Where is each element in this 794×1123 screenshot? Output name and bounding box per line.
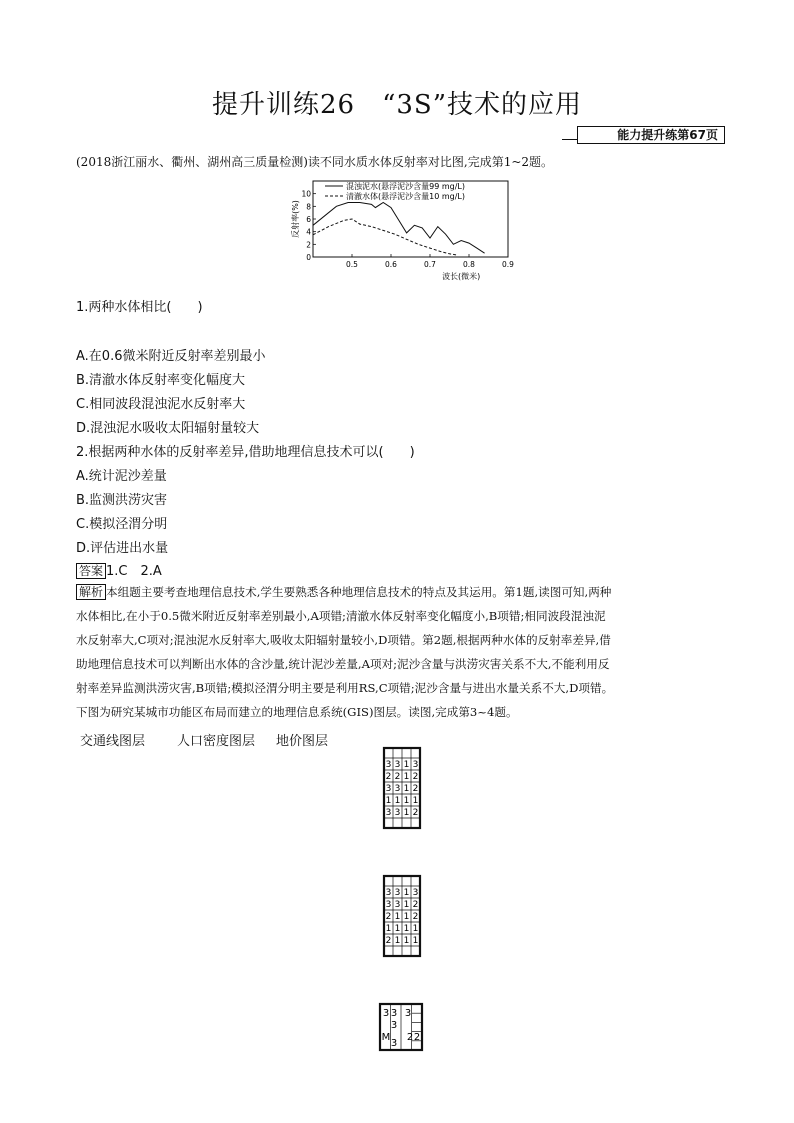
grid-cell-value: 2 xyxy=(412,784,419,794)
grid-cell-value: 1 xyxy=(412,796,419,806)
population-layer-grid xyxy=(382,874,422,958)
grid-cell-value: 3 xyxy=(394,900,401,910)
answer-label: 答案 xyxy=(76,563,106,579)
grid-cell-value: 2 xyxy=(412,808,419,818)
series-line-turbid xyxy=(313,203,485,254)
x-tick-label: 0.6 xyxy=(385,260,397,269)
grid-cell-value: 1 xyxy=(412,936,419,946)
grid-cell-value: 3 xyxy=(385,784,392,794)
x-tick-label: 0.5 xyxy=(346,260,358,269)
grid-cell-value: 1 xyxy=(403,796,410,806)
series-line-clear xyxy=(313,219,457,255)
analysis-line-4: 助地理信息技术可以判断出水体的含沙量,统计泥沙差量,A项对;泥沙含量与洪涝灾害关系不大,不能利用反 xyxy=(76,657,610,671)
analysis-block xyxy=(76,580,724,724)
grid-cell-value: 1 xyxy=(412,924,419,934)
grid-cell-value: 3 xyxy=(385,760,392,770)
analysis-line-5: 射率差异监测洪涝灾害,B项错;模拟泾渭分明主要是利用RS,C项错;泥沙含量与进出水量关系不大,D项错。 xyxy=(76,681,614,695)
question-2-stem: 2.根据两种水体的反射率差异,借助地理信息技术可以( ) xyxy=(76,445,415,460)
legend-label: 混浊泥水(悬浮泥沙含量99 mg/L) xyxy=(346,182,465,191)
q1-option-d: D.混浊泥水吸收太阳辐射量较大 xyxy=(76,421,260,436)
grid-cell-value: 1 xyxy=(403,760,410,770)
grid-cell-value: 2 xyxy=(412,772,419,782)
grid-cell-value: 2 xyxy=(385,912,392,922)
grid-cell-value: 1 xyxy=(403,784,410,794)
y-tick-label: 8 xyxy=(306,202,311,212)
y-tick-label: 2 xyxy=(306,240,311,250)
tag-underline xyxy=(562,139,578,140)
grid-cell-value: 2 xyxy=(385,772,392,782)
grid-cell-value: 2 xyxy=(406,1032,414,1043)
grid-cell-value: 3 xyxy=(390,1038,398,1049)
grid-cell-value: 3 xyxy=(412,760,419,770)
landprice-layer-grid xyxy=(378,1002,426,1054)
grid-cell-value: 1 xyxy=(394,796,401,806)
y-tick-label: 4 xyxy=(306,227,311,237)
y-axis-label: 反射率(%) xyxy=(291,200,300,238)
grid-cell-value: 1 xyxy=(394,924,401,934)
intro-text-1: (2018浙江丽水、衢州、湖州高三质量检测)读不同水质水体反射率对比图,完成第1~2题。 xyxy=(76,155,554,169)
layer-label-traffic: 交通线图层 xyxy=(80,734,146,749)
grid-cell-value: 3 xyxy=(385,808,392,818)
analysis-line-2: 水体相比,在小于0.5微米附近反射率差别最小,A项错;清澈水体反射率变化幅度小,B项错;相同波段混浊泥 xyxy=(76,609,606,623)
grid-cell-value: 1 xyxy=(403,912,410,922)
q2-option-c: C.模拟泾渭分明 xyxy=(76,517,168,532)
grid-cell-value: 3 xyxy=(394,760,401,770)
grid-cell-value: 3 xyxy=(404,1008,412,1019)
grid-cell-value: 2 xyxy=(394,772,401,782)
q1-option-a: A.在0.6微米附近反射率差别最小 xyxy=(76,349,266,364)
grid-cell-value: M xyxy=(381,1032,391,1043)
q2-option-d: D.评估进出水量 xyxy=(76,541,169,556)
grid-cell-value: 2 xyxy=(385,936,392,946)
q2-option-a: A.统计泥沙差量 xyxy=(76,469,167,484)
x-tick-label: 0.8 xyxy=(463,260,475,269)
legend-label: 清澈水体(悬浮泥沙含量10 mg/L) xyxy=(346,192,465,201)
traffic-layer-grid xyxy=(382,746,422,830)
grid-cell-value: 1 xyxy=(403,888,410,898)
grid-cell-value: 1 xyxy=(385,924,392,934)
intro-text-2: 下图为研究某城市功能区布局而建立的地理信息系统(GIS)图层。读图,完成第3~4题。 xyxy=(76,705,518,719)
grid-cell-value: 1 xyxy=(394,912,401,922)
q2-option-b: B.监测洪涝灾害 xyxy=(76,493,168,508)
page-title: 提升训练26 “3S”技术的应用 xyxy=(211,90,583,120)
grid-cell-value: 1 xyxy=(394,936,401,946)
y-tick-label: 6 xyxy=(306,215,311,224)
x-axis-label: 波长(微米) xyxy=(442,272,481,281)
q1-option-b: B.清澈水体反射率变化幅度大 xyxy=(76,373,246,388)
layer-label-landprice: 地价图层 xyxy=(276,734,329,749)
grid-cell-value: 1 xyxy=(403,924,410,934)
grid-cell-value: 1 xyxy=(403,900,410,910)
layer-label-population: 人口密度图层 xyxy=(177,734,256,749)
y-tick-label: 10 xyxy=(301,189,311,199)
answer-line xyxy=(76,560,162,579)
analysis-line-3: 水反射率大,C项对;混浊泥水反射率大,吸收太阳辐射量较小,D项错。第2题,根据两种水体的反射率差异,借 xyxy=(76,633,611,647)
grid-cell-value: 3 xyxy=(394,808,401,818)
grid-cell-value: 2 xyxy=(412,900,419,910)
analysis-label: 解析 xyxy=(76,584,106,600)
grid-cell-value: 2 xyxy=(412,912,419,922)
grid-cell-value: 3 xyxy=(394,784,401,794)
grid-cell-value: 1 xyxy=(403,936,410,946)
grid-cell-value: 1 xyxy=(403,772,410,782)
q1-option-c: C.相同波段混浊泥水反射率大 xyxy=(76,397,246,412)
grid-cell-value: 3 xyxy=(385,888,392,898)
grid-cell-value: 3 xyxy=(394,888,401,898)
grid-cell-value: 3 xyxy=(390,1020,398,1031)
reflectance-chart xyxy=(290,176,530,284)
grid-cell-value: 3 xyxy=(390,1008,398,1019)
grid-cell-value: 3 xyxy=(412,888,419,898)
analysis-line-1: 本组题主要考查地理信息技术,学生要熟悉各种地理信息技术的特点及其运用。第1题,读图可知,两种 xyxy=(106,585,612,599)
grid-cell-value: 1 xyxy=(403,808,410,818)
question-1-stem: 1.两种水体相比( ) xyxy=(76,300,203,315)
grid-cell-value: 1 xyxy=(385,796,392,806)
grid-cell-value: 2 xyxy=(413,1032,421,1043)
grid-cell-value: 3 xyxy=(382,1008,390,1019)
x-tick-label: 0.7 xyxy=(424,260,436,269)
y-tick-label: 0 xyxy=(306,253,311,262)
grid-cell-value: 3 xyxy=(385,900,392,910)
page-tag: 能力提升练第67页 xyxy=(577,126,725,144)
answer-text: 1.C 2.A xyxy=(106,564,162,579)
x-tick-label: 0.9 xyxy=(502,260,514,269)
